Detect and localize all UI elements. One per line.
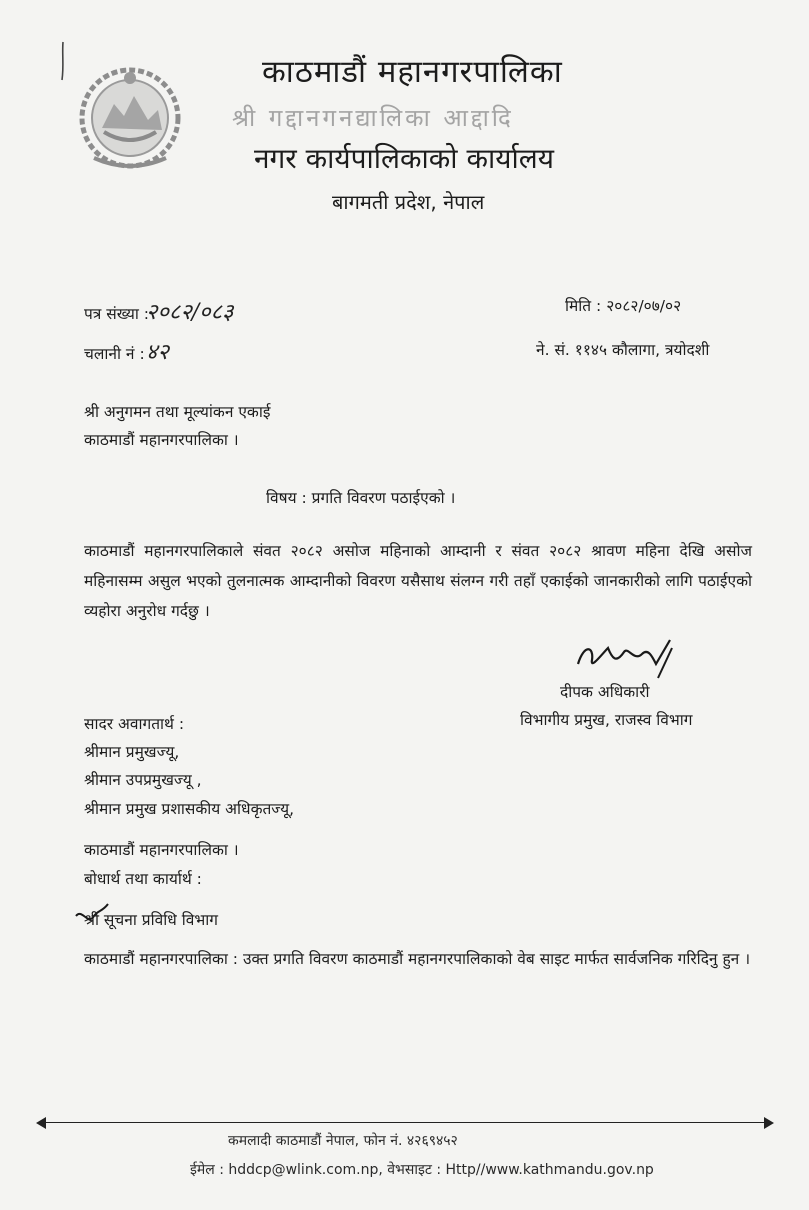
footer-arrow-left-icon [36,1117,46,1129]
footer-divider [40,1122,768,1123]
action-heading: बोधार्थ तथा कार्यार्थ : [84,870,202,888]
org-name: काठमाडौं महानगरपालिका [262,54,563,90]
office-name: नगर कार्यपालिकाको कार्यालय [254,142,554,175]
letter-body: काठमाडौं महानगरपालिकाले संवत २०८२ असोज महिनाको आम्दानी र संवत २०८२ श्रावण महिना देखि असोज महिनासम्म असुल भएको तुलनात्मक आम्दानीको विवरण यसैसाथ संलग्न गरी तहाँ एकाईको जानकारीको लागि पठाईएको व्यहोरा अनुरोध गर्दछु । [84,542,752,620]
dispatch-no-value: ४२ [146,340,169,365]
letter-no-value: २०८२/०८३ [146,300,234,325]
footer-contact: ईमेल : hddcp@wlink.com.np, वेभसाइट : Http//www.kathmandu.gov.np [190,1162,654,1178]
letter-date: मिति : २०८२/०७/०२ [565,297,682,315]
nepal-sambat-date: ने. सं. ११४५ कौलागा, त्रयोदशी [536,341,710,359]
cc-item: श्रीमान प्रमुखज्यू, [84,743,180,761]
dispatch-no-label: चलानी नं : [84,345,145,363]
action-item: श्री सूचना प्रविधि विभाग [84,911,218,929]
footer-arrow-right-icon [764,1117,774,1129]
signatory-name: दीपक अधिकारी [560,683,650,701]
signatory-title: विभागीय प्रमुख, राजस्व विभाग [520,711,693,729]
recipient-line-2: काठमाडौं महानगरपालिका । [84,431,239,449]
letter-no-label: पत्र संख्या : [84,305,149,323]
org-name-faded: श्री गद्दानगनद्यालिका आद्दादि [232,104,514,132]
cc-item: श्रीमान उपप्रमुखज्यू , [84,771,202,789]
subject-line: विषय : प्रगति विवरण पठाईएको । [266,489,456,507]
footer-address: कमलादी काठमाडौं नेपाल, फोन नं. ४२६९४५२ [228,1133,458,1149]
cc-item: श्रीमान प्रमुख प्रशासकीय अधिकृतज्यू, [84,800,295,818]
cc-heading: सादर अवागतार्थ : [84,715,185,733]
instruction-line: काठमाडौं महानगरपालिका : उक्त प्रगति विवरण काठमाडौं महानगरपालिकाको वेब साइट मार्फत सार्वजनिक गरिदिनु हुन । [84,950,751,968]
cc-org: काठमाडौं महानगरपालिका । [84,841,239,859]
handwritten-mark [58,40,68,82]
signature-mark [572,634,676,682]
municipality-emblem-icon [74,58,186,176]
province-line: बागमती प्रदेश, नेपाल [332,190,485,214]
recipient-line-1: श्री अनुगमन तथा मूल्यांकन एकाई [84,403,271,421]
